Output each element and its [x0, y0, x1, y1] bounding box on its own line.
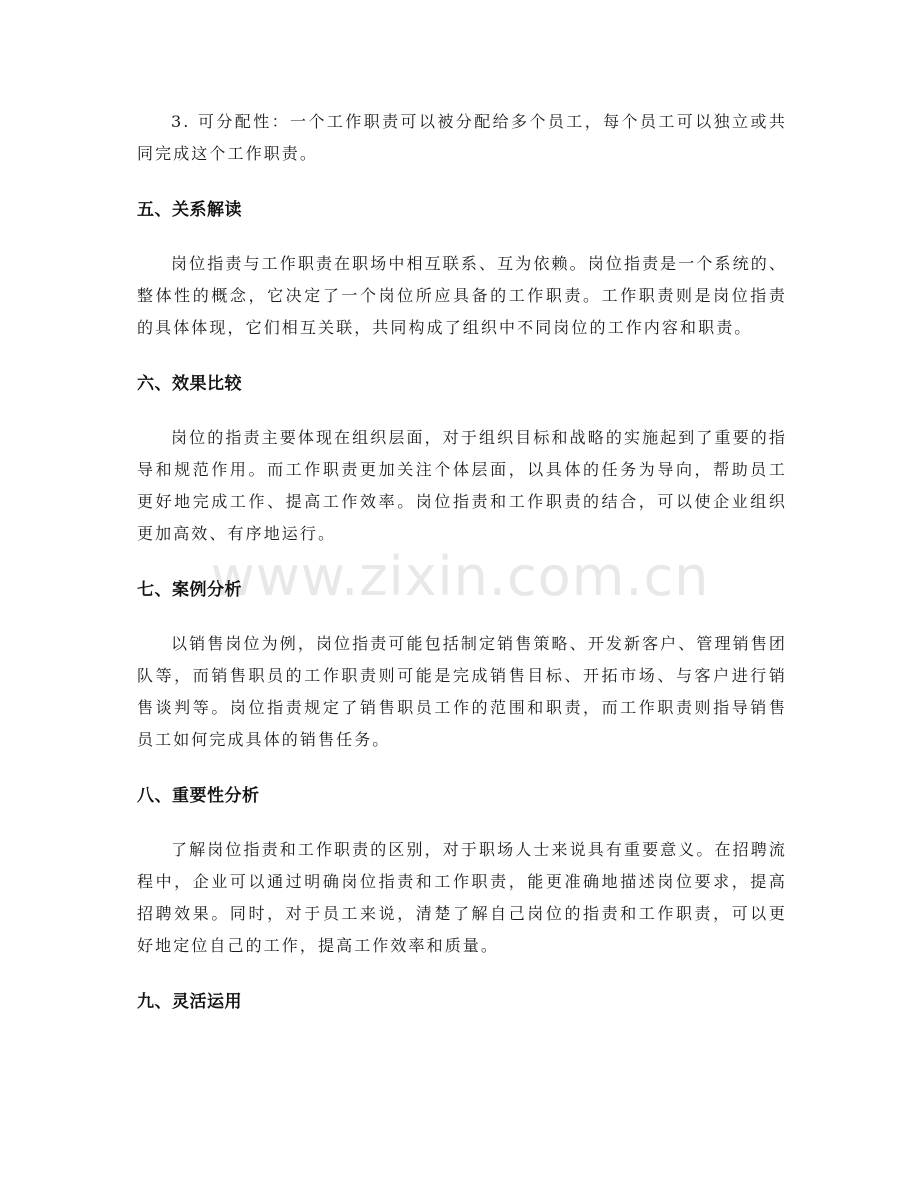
- document-page: [137, 106, 787, 1014]
- section-body-7: 以销售岗位为例，岗位指责可能包括制定销售策略、开发新客户、管理销售团队等，而销售职员的工作职责则可能是完成销售目标、开拓市场、与客户进行销售谈判等。岗位指责规定了销售职员工作的范围和职责，而工作职责则指导销售员工如何完成具体的销售任务。: [137, 634, 787, 749]
- section-heading-8: 八、重要性分析: [137, 786, 260, 806]
- watermark: www.zixin.com.cn: [210, 545, 710, 608]
- section-heading-7: 七、案例分析: [137, 580, 242, 600]
- section-body-8: 了解岗位指责和工作职责的区别，对于职场人士来说具有重要意义。在招聘流程中，企业可以通过明确岗位指责和工作职责，能更准确地描述岗位要求，提高招聘效果。同时，对于员工来说，清楚了解自己岗位的指责和工作职责，可以更好地定位自己的工作，提高工作效率和质量。: [137, 840, 787, 955]
- list-item-3: 3. 可分配性：一个工作职责可以被分配给多个员工，每个员工可以独立或共同完成这个工作职责。: [137, 112, 787, 163]
- section-heading-6: 六、效果比较: [137, 374, 242, 394]
- section-body-5: 岗位指责与工作职责在职场中相互联系、互为依赖。岗位指责是一个系统的、整体性的概念，它决定了一个岗位所应具备的工作职责。工作职责则是岗位指责的具体体现，它们相互关联，共同构成了组织中不同岗位的工作内容和职责。: [137, 254, 787, 337]
- section-body-6: 岗位的指责主要体现在组织层面，对于组织目标和战略的实施起到了重要的指导和规范作用。而工作职责更加关注个体层面，以具体的任务为导向，帮助员工更好地完成工作、提高工作效率。岗位指责和工作职责的结合，可以使企业组织更加高效、有序地运行。: [137, 428, 787, 543]
- section-heading-5: 五、关系解读: [137, 200, 242, 220]
- section-heading-9: 九、灵活运用: [137, 992, 242, 1012]
